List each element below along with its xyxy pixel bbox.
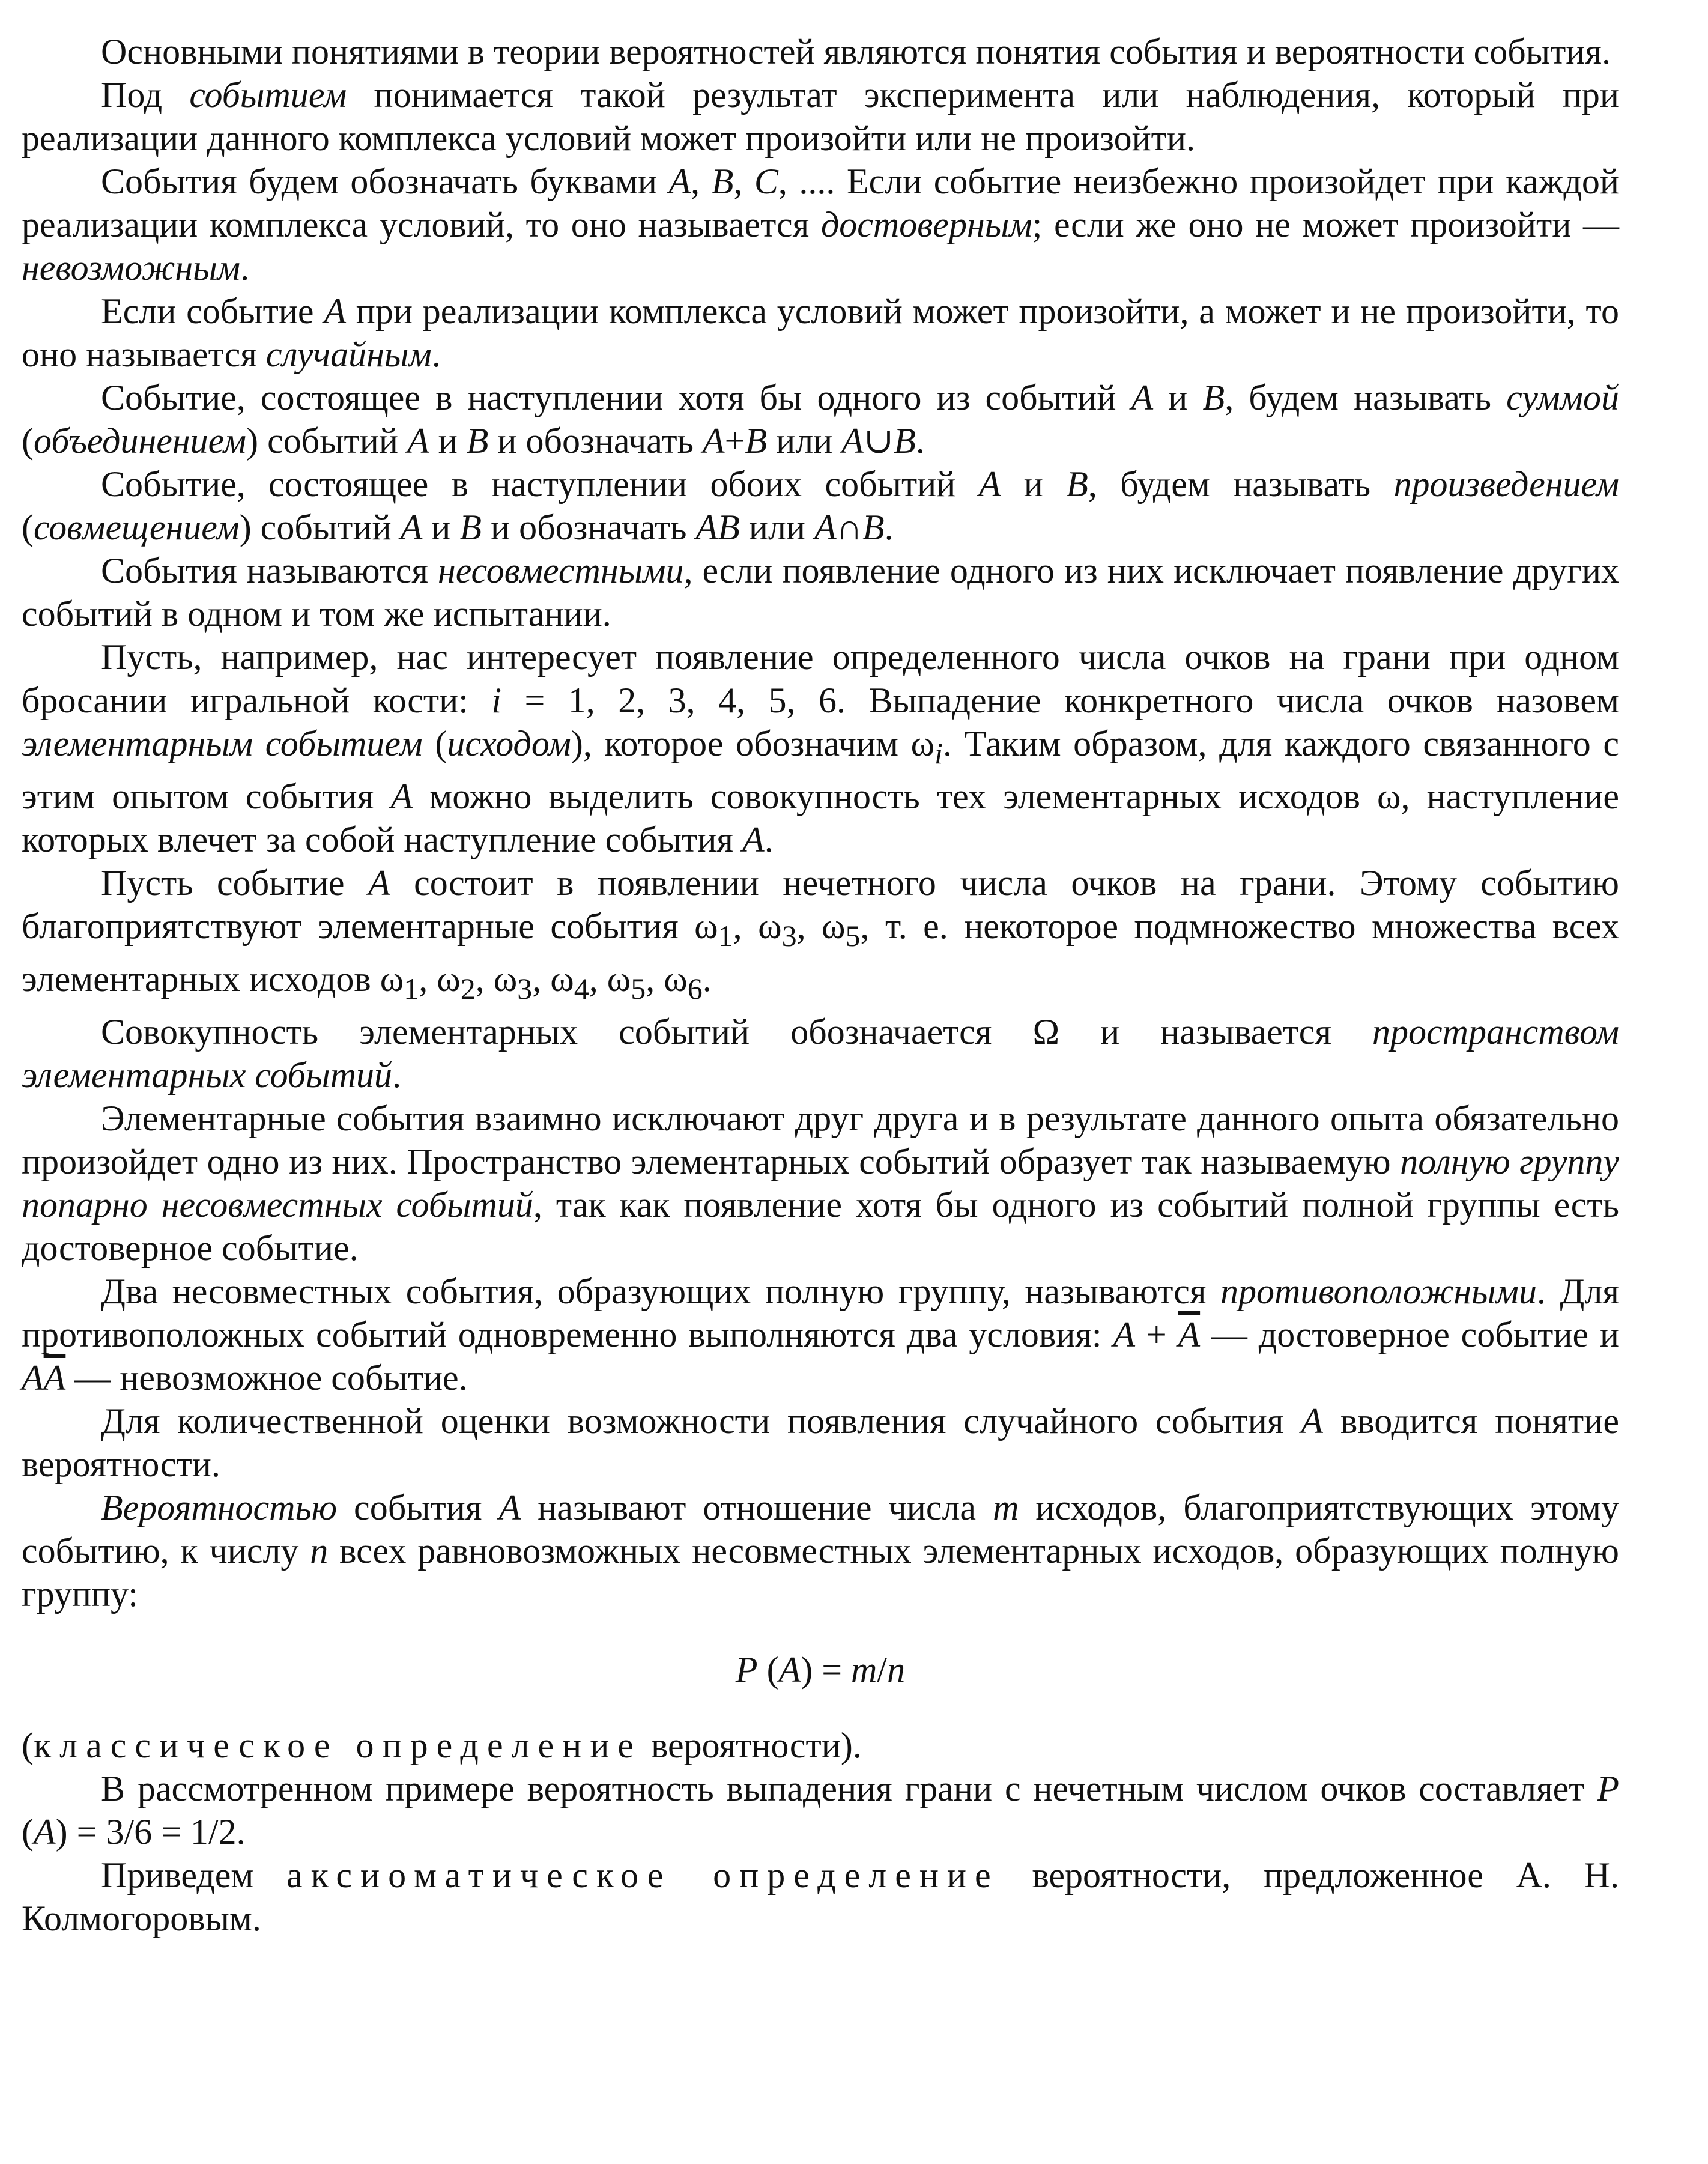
text-run: Основными понятиями в теории вероятностей являются понятия события и вероятности события.	[101, 32, 1611, 71]
text-run: ; если же оно не может произойти —	[1032, 205, 1619, 244]
text-run: можно выделить совокупность тех элементарных исходов ω, наступление которых влечет за собой наступление события	[22, 777, 1619, 859]
text-run: .	[392, 1055, 402, 1095]
subscript: i	[934, 736, 943, 770]
italic-run: A	[778, 1650, 801, 1690]
text-run: (	[422, 724, 447, 763]
text-run: , так как появление хотя бы одного из событий полной группы есть достоверное событие.	[22, 1185, 1619, 1268]
italic-run: B	[862, 508, 885, 547]
text-run: , ω	[419, 959, 461, 999]
italic-run: пространством элементарных событий	[22, 1012, 1619, 1095]
text-run: .	[764, 820, 774, 859]
italic-run: AB	[695, 508, 740, 547]
paragraph-opposite-events	[22, 1270, 1619, 1399]
paragraph-incompatible-events	[22, 549, 1619, 635]
text-run: ) событий	[246, 421, 407, 461]
text-run: +	[1135, 1315, 1178, 1354]
subscript: 5	[845, 919, 861, 953]
paragraph-event-definition	[22, 73, 1619, 160]
text-run: . Таким образом, для каждого связанного с этим опытом события	[22, 724, 1620, 816]
document-page	[22, 30, 1619, 1940]
text-run: Пусть событие	[101, 863, 368, 903]
text-run: Элементарные события взаимно исключают друг друга и в результате данного опыта обязательно произойдет одно из них. Пространство элементарных событий образует так называемую	[22, 1099, 1619, 1181]
text-run: , т. е. некоторое подмножество множества всех элементарных исходов ω	[22, 906, 1619, 999]
paragraph-example-probability	[22, 1767, 1619, 1853]
text-run: . Для противоположных событий одновременно выполняются два условия:	[22, 1271, 1619, 1354]
italic-run: A	[368, 863, 390, 903]
text-run: и	[1153, 378, 1203, 417]
italic-run: A	[324, 291, 346, 331]
text-run: и	[1001, 464, 1067, 504]
italic-run: n	[310, 1531, 329, 1571]
text-run: Для количественной оценки возможности появления случайного события	[101, 1401, 1301, 1441]
italic-run: A	[1113, 1315, 1136, 1354]
text-run: , ω	[475, 959, 518, 999]
text-run: , .... Если событие неизбежно произойдет при каждой реализации комплекса условий, то оно называется	[22, 162, 1620, 244]
text-run: .	[915, 421, 925, 461]
paragraph-product-of-events	[22, 462, 1619, 549]
italic-run: исходом	[447, 724, 571, 763]
text-run: (	[22, 1812, 34, 1852]
text-run: Событие, состоящее в наступлении обоих событий	[101, 464, 979, 504]
text-run: ) = 3/6 = 1/2.	[55, 1812, 246, 1852]
italic-run: суммой	[1506, 378, 1620, 417]
italic-run: B	[711, 162, 734, 201]
paragraph-sum-of-events	[22, 376, 1619, 462]
italic-run: n	[887, 1650, 906, 1690]
italic-run: i	[491, 680, 501, 720]
italic-run: m	[851, 1650, 877, 1690]
text-run: События будем обозначать буквами	[101, 162, 669, 201]
italic-run: A	[390, 777, 413, 816]
text-run: и	[429, 421, 467, 461]
text-run: и обозначать	[488, 421, 703, 461]
text-run: ,	[733, 162, 754, 201]
subscript: 3	[517, 972, 533, 1005]
paragraph-probability-intro	[22, 1399, 1619, 1486]
text-run: — невозможное событие.	[65, 1358, 468, 1398]
overlined-symbol: $\overline{A}$	[43, 1358, 66, 1398]
paragraph-odd-outcomes	[22, 861, 1619, 1010]
italic-run: элементарным событием	[22, 724, 423, 763]
text-run: вероятности, предложенное А. Н. Колмогоровым.	[22, 1855, 1620, 1938]
text-run: (	[757, 1650, 779, 1690]
text-run: , будем называть	[1225, 378, 1507, 417]
italic-run: A	[841, 421, 864, 461]
text-run: понимается такой результат эксперимента или наблюдения, который при реализации данного комплекса условий может произойти или не произойти.	[22, 75, 1619, 158]
subscript: 1	[404, 972, 419, 1005]
subscript: 3	[781, 919, 797, 953]
text-run: .	[431, 335, 441, 374]
text-run: Пусть, например, нас интересует появление определенного числа очков на грани при одном бросании игральной кости:	[22, 637, 1619, 720]
text-run: .	[884, 508, 894, 547]
text-run: — достоверное событие и	[1200, 1315, 1620, 1354]
paragraph-random-event	[22, 289, 1619, 376]
italic-run: A	[742, 820, 765, 859]
text-run: В рассмотренном примере вероятность выпадения грани с нечетным числом очков составляет	[101, 1769, 1597, 1808]
text-run: (	[22, 508, 34, 547]
text-run: и	[422, 508, 460, 547]
italic-run: m	[993, 1488, 1019, 1527]
italic-run: противоположными	[1220, 1271, 1537, 1311]
text-run: и обозначать	[482, 508, 696, 547]
italic-run: случайным	[265, 335, 432, 374]
text-run: ,	[691, 162, 712, 201]
italic-run: B	[466, 421, 489, 461]
paragraph-dice-example	[22, 635, 1619, 861]
italic-run: A	[1301, 1401, 1324, 1441]
text-run: /	[877, 1650, 888, 1690]
text-run: Совокупность элементарных событий обозначается Ω и называется	[101, 1012, 1373, 1052]
italic-run: A	[407, 421, 429, 461]
text-run: , ω	[733, 906, 782, 946]
italic-run: событием	[189, 75, 347, 115]
subscript: 6	[687, 972, 703, 1005]
text-run: вводится понятие вероятности.	[22, 1401, 1619, 1484]
text-run: +	[724, 421, 745, 461]
text-run: , ω	[532, 959, 574, 999]
paragraph-basic-concepts	[22, 30, 1619, 73]
paragraph-axiomatic-definition	[22, 1853, 1619, 1940]
text-run: ∩	[836, 508, 863, 547]
text-run: (	[22, 1726, 34, 1765]
text-run: , ω	[589, 959, 631, 999]
text-run: .	[702, 959, 712, 999]
subscript: 2	[460, 972, 476, 1005]
subscript: 5	[631, 972, 646, 1005]
text-run: или	[767, 421, 842, 461]
spaced-emphasis: классическое определение	[33, 1726, 643, 1765]
text-run: Событие, состоящее в наступлении хотя бы одного из событий	[101, 378, 1131, 417]
text-run: , если появление одного из них исключает появление других событий в одном и том же испытании.	[22, 551, 1619, 634]
subscript: 1	[718, 919, 733, 953]
text-run: , ω	[796, 906, 846, 946]
italic-run: Вероятностью	[101, 1488, 338, 1527]
text-run: , ω	[646, 959, 688, 999]
paragraph-event-notation	[22, 160, 1619, 289]
text-run: называют отношение числа	[521, 1488, 993, 1527]
spaced-emphasis: аксиоматическое определение	[286, 1855, 999, 1895]
italic-run: A	[1131, 378, 1154, 417]
paragraph-complete-group	[22, 1097, 1619, 1270]
italic-run: P	[1597, 1769, 1619, 1808]
text-run: Приведем	[101, 1855, 287, 1895]
italic-run: B	[459, 508, 482, 547]
italic-run: A	[978, 464, 1001, 504]
subscript: 4	[574, 972, 589, 1005]
italic-run: B	[745, 421, 768, 461]
text-run: ) =	[801, 1650, 852, 1690]
italic-run: A	[400, 508, 423, 547]
text-run: Два несовместных события, образующих полную группу, называются	[101, 1271, 1220, 1311]
italic-run: P	[735, 1650, 758, 1690]
italic-run: A	[498, 1488, 521, 1527]
text-run: или	[739, 508, 815, 547]
italic-run: A	[33, 1812, 56, 1852]
text-run: события	[337, 1488, 499, 1527]
italic-run: A	[702, 421, 725, 461]
italic-run: невозможным	[22, 248, 241, 288]
paragraph-classical-definition-caption	[22, 1724, 1619, 1767]
text-run: при реализации комплекса условий может произойти, а может и не произойти, то оно называется	[22, 291, 1619, 374]
italic-run: B	[1202, 378, 1225, 417]
italic-run: несовместными	[437, 551, 684, 590]
text-run: всех равновозможных несовместных элементарных исходов, образующих полную группу:	[22, 1531, 1619, 1614]
overlined-symbol: $\overline{A}$	[1178, 1315, 1201, 1354]
text-run: ) событий	[239, 508, 401, 547]
text-run: = 1, 2, 3, 4, 5, 6. Выпадение конкретного числа очков назовем	[501, 680, 1619, 720]
text-run: (	[22, 421, 34, 461]
text-run: События называются	[101, 551, 438, 590]
italic-run: A	[22, 1358, 44, 1398]
italic-run: A	[814, 508, 837, 547]
italic-run: B	[894, 421, 916, 461]
italic-run: полную группу попарно несовместных событий	[22, 1142, 1620, 1225]
text-run: , будем называть	[1088, 464, 1394, 504]
italic-run: произведением	[1393, 464, 1620, 504]
text-run: Под	[101, 75, 190, 115]
italic-run: совмещением	[33, 508, 240, 547]
italic-run: объединением	[33, 421, 247, 461]
paragraph-sample-space	[22, 1010, 1619, 1097]
italic-run: C	[754, 162, 778, 201]
text-run: вероятности).	[642, 1726, 862, 1765]
text-run: ∪	[863, 421, 894, 461]
text-run: .	[240, 248, 250, 288]
paragraph-probability-definition	[22, 1486, 1619, 1616]
italic-run: достоверным	[820, 205, 1032, 244]
italic-run: B	[1066, 464, 1088, 504]
text-run: исходов, благоприятствующих этому событию, к числу	[22, 1488, 1619, 1571]
text-run: состоит в появлении нечетного числа очков на грани. Этому событию благоприятствуют элементарные события ω	[22, 863, 1619, 946]
text-run: ), которое обозначим ω	[571, 724, 935, 763]
text-run: Если событие	[101, 291, 324, 331]
formula-classical-probability	[22, 1648, 1619, 1691]
italic-run: A	[668, 162, 691, 201]
